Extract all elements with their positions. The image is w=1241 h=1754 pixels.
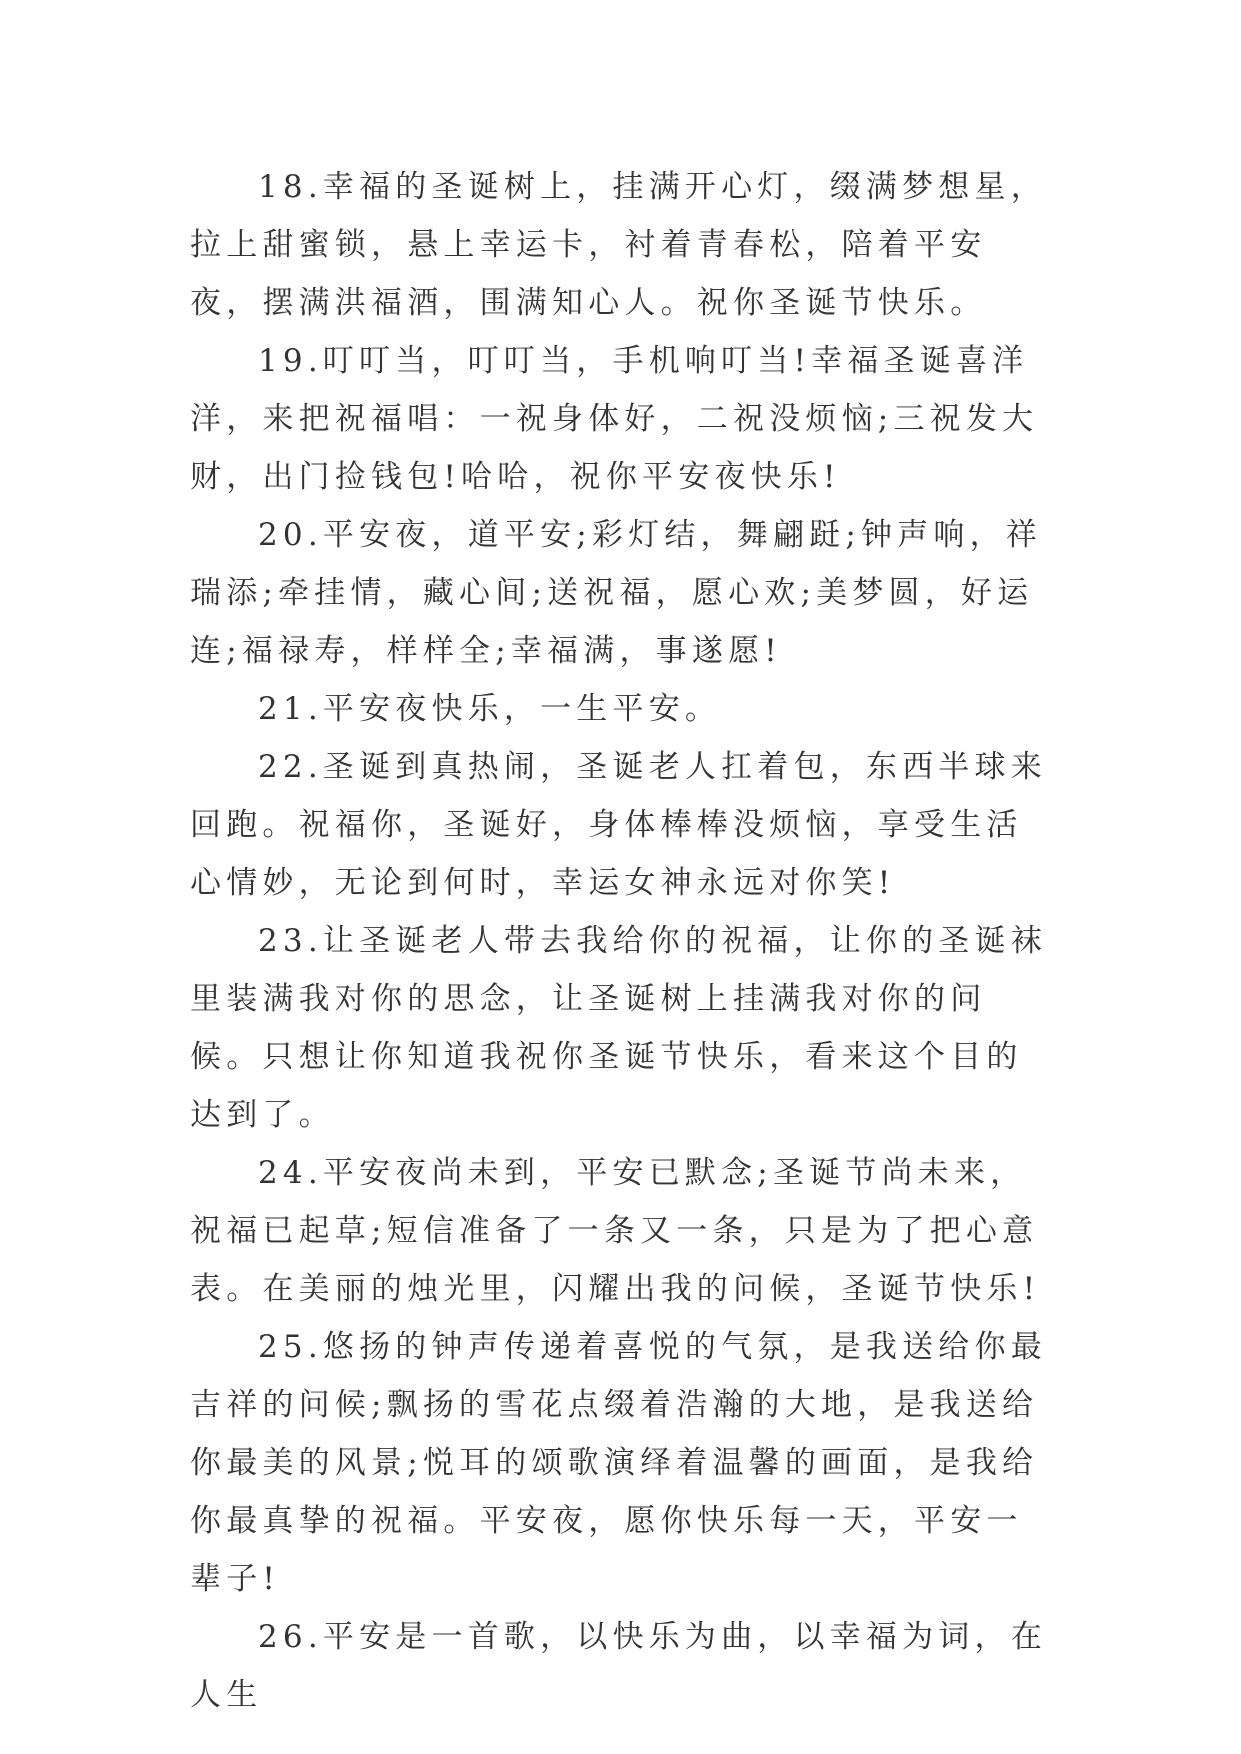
paragraph-24: 24.平安夜尚未到，平安已默念;圣诞节尚未来，祝福已起草;短信准备了一条又一条，只是为了把心意表。在美丽的烛光里，闪耀出我的问候，圣诞节快乐! bbox=[190, 1155, 1041, 1307]
paragraph-18: 18.幸福的圣诞树上，挂满开心灯，缀满梦想星，拉上甜蜜锁，悬上幸运卡，衬着青春松，陪着平安夜，摆满洪福酒，围满知心人。祝你圣诞节快乐。 bbox=[190, 169, 1047, 321]
paragraph-22: 22.圣诞到真热闹，圣诞老人扛着包，东西半球来回跑。祝福你，圣诞好，身体棒棒没烦恼，享受生活心情妙，无论到何时，幸运女神永远对你笑! bbox=[190, 749, 1047, 901]
paragraph-20: 20.平安夜，道平安;彩灯结，舞翩跹;钟声响，祥瑞添;牵挂情，藏心间;送祝福，愿心欢;美梦圆，好运连;福禄寿，样样全;幸福满，事遂愿! bbox=[190, 517, 1042, 669]
paragraph-23: 23.让圣诞老人带去我给你的祝福，让你的圣诞袜里装满我对你的思念，让圣诞树上挂满我对你的问候。只想让你知道我祝你圣诞节快乐，看来这个目的达到了。 bbox=[190, 923, 1047, 1133]
document-body bbox=[190, 158, 1050, 1724]
paragraph-21: 21.平安夜快乐，一生平安。 bbox=[258, 691, 722, 727]
paragraph-26: 26.平安是一首歌，以快乐为曲，以幸福为词，在人生 bbox=[190, 1619, 1047, 1713]
paragraph-19: 19.叮叮当，叮叮当，手机响叮当!幸福圣诞喜洋洋，来把祝福唱：一祝身体好，二祝没烦恼;三祝发大财，出门捡钱包!哈哈，祝你平安夜快乐! bbox=[190, 343, 1039, 495]
paragraph-25: 25.悠扬的钟声传递着喜悦的气氛，是我送给你最吉祥的问候;飘扬的雪花点缀着浩瀚的大地，是我送给你最美的风景;悦耳的颂歌演绎着温馨的画面，是我给你最真挚的祝福。平安夜，愿你快乐每一天，平安一辈子! bbox=[190, 1329, 1047, 1597]
